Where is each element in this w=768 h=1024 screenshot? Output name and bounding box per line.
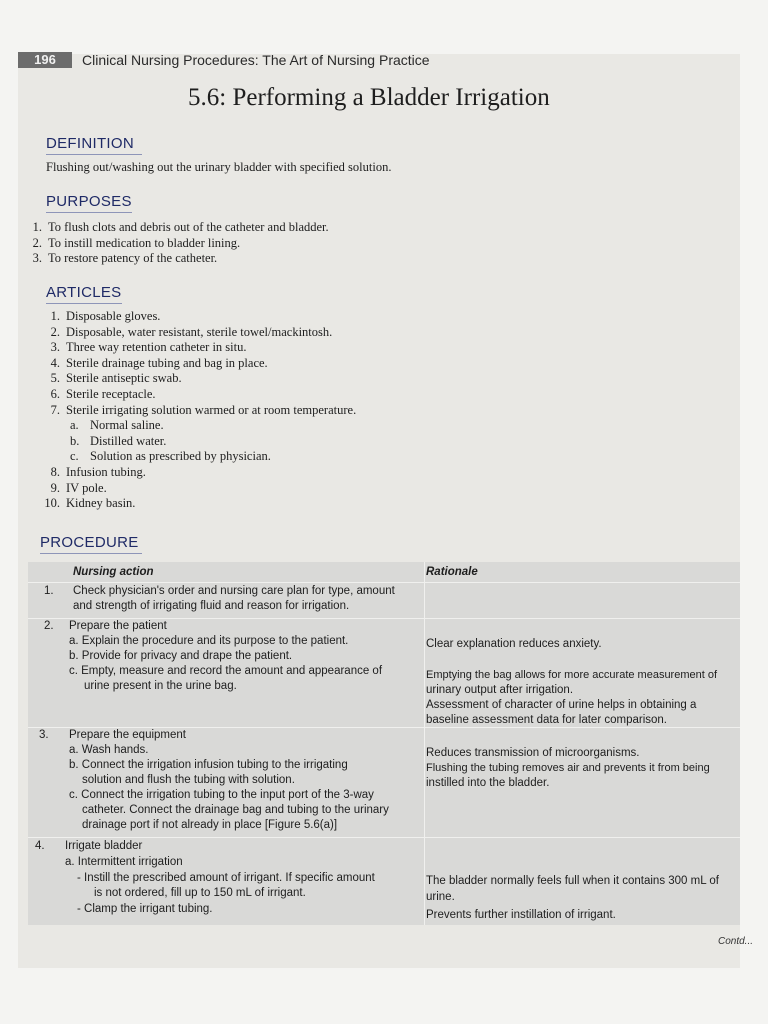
column-divider [424,562,425,925]
action-text: - Instill the prescribed amount of irrigant. If specific amount [77,872,375,884]
definition-text: Flushing out/washing out the urinary bladder with specified solution. [46,160,392,174]
action-text: urine present in the urine bag. [84,680,237,692]
articles-list [40,309,356,512]
list-item: 2. Disposable, water resistant, sterile towel/mackintosh. [50,324,333,339]
action-text: is not ordered, fill up to 150 mL of irrigant. [94,887,306,899]
rationale-text: baseline assessment data for later comparison. [426,714,667,726]
list-item: 7. Sterile irrigating solution warmed or at room temperature. [50,402,357,417]
running-head: Clinical Nursing Procedures: The Art of Nursing Practice [82,52,430,68]
purposes-heading: PURPOSES [46,193,132,210]
action-text: c. Empty, measure and record the amount and appearance of [69,665,383,677]
action-text: a. Explain the procedure and its purpose to the patient. [69,635,349,647]
rationale-text: urine. [426,891,455,903]
rationale-text: Emptying the bag allows for more accurate measurement of [426,669,718,681]
list-item: 8. Infusion tubing. [50,464,146,479]
rationale-text: Reduces transmission of microorganisms. [426,747,640,759]
row-divider [28,837,740,838]
list-item: 9. IV pole. [50,480,107,495]
step-number: 4. [35,840,45,852]
procedure-table [28,562,740,925]
list-item: 5. Sterile antiseptic swab. [50,371,182,386]
list-item: 1. To flush clots and debris out of the catheter and bladder. [32,220,329,234]
rationale-text: instilled into the bladder. [426,777,550,789]
purposes-list [22,220,329,267]
page-title: 5.6: Performing a Bladder Irrigation [188,84,550,111]
action-text: c. Connect the irrigation tubing to the input port of the 3-way [69,789,374,801]
row-divider [28,582,740,583]
rationale-text: The bladder normally feels full when it contains 300 mL of [426,875,719,887]
articles-underline [46,303,122,304]
definition-underline [46,154,142,155]
rationale-text: Assessment of character of urine helps in obtaining a [426,699,697,711]
list-item: 3. To restore patency of the catheter. [32,251,218,266]
page-header [18,52,740,72]
column-header-action: Nursing action [73,566,154,578]
rationale-text: urinary output after irrigation. [426,684,574,696]
list-subitem: a. Normal saline. [70,418,164,433]
action-text: a. Wash hands. [69,744,149,756]
action-text: solution and flush the tubing with solution. [82,774,295,786]
list-item: 3. Three way retention catheter in situ. [50,340,247,355]
list-item: 4. Sterile drainage tubing and bag in place. [50,355,268,370]
step-number: 3. [39,729,49,741]
action-text: - Clamp the irrigant tubing. [77,903,213,915]
action-text: b. Connect the irrigation infusion tubing to the irrigating [69,759,348,771]
list-subitem: c. Solution as prescribed by physician. [70,449,271,464]
action-text: Irrigate bladder [65,840,143,852]
action-text: catheter. Connect the drainage bag and tubing to the urinary [82,804,389,816]
action-text: Prepare the patient [69,620,167,632]
purposes-underline [46,212,132,213]
procedure-heading: PROCEDURE [40,534,139,551]
action-text: b. Provide for privacy and drape the patient. [69,650,293,662]
action-text: and strength of irrigating fluid and reason for irrigation. [73,600,350,612]
list-item: 1. Disposable gloves. [50,309,161,323]
step-number: 2. [44,620,54,632]
rationale-text: Prevents further instillation of irrigant. [426,909,616,921]
list-subitem: b. Distilled water. [70,433,167,448]
action-text: Prepare the equipment [69,729,186,741]
list-item: 6. Sterile receptacle. [50,386,156,401]
page-number: 196 [18,52,72,68]
column-header-rationale: Rationale [426,566,478,578]
action-text: Check physician's order and nursing care plan for type, amount [73,585,395,597]
rationale-text: Clear explanation reduces anxiety. [426,638,602,650]
action-text: drainage port if not already in place [Figure 5.6(a)] [82,819,338,831]
list-item: 2. To instill medication to bladder lining. [32,235,241,250]
definition-heading: DEFINITION [46,135,134,152]
procedure-underline [40,553,142,554]
step-number: 1. [44,585,54,597]
rationale-text: Flushing the tubing removes air and prevents it from being [426,762,710,774]
action-text: a. Intermittent irrigation [65,856,183,868]
list-item: 10. Kidney basin. [44,496,136,511]
articles-heading: ARTICLES [46,284,122,301]
continued-note: Contd... [718,936,754,947]
